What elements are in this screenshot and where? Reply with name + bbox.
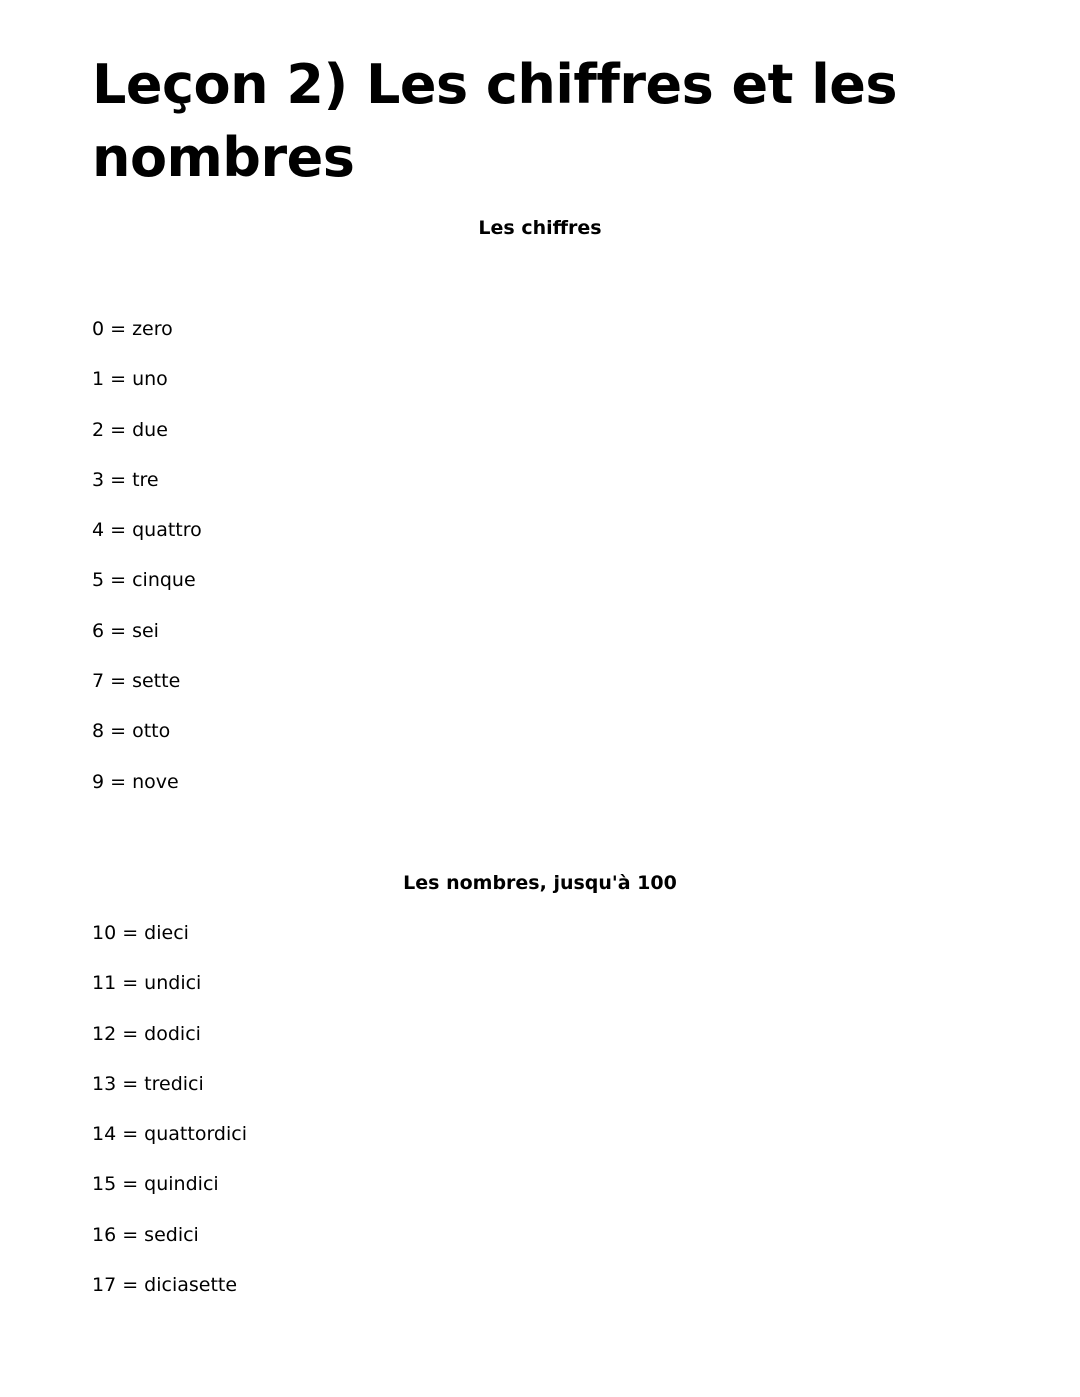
list-item: 12 = dodici (92, 1022, 201, 1045)
list-item: 6 = sei (92, 619, 159, 642)
section-heading-chiffres: Les chiffres (478, 217, 602, 239)
list-item: 13 = tredici (92, 1072, 204, 1095)
list-item: 7 = sette (92, 670, 181, 693)
list-item: 10 = dieci (92, 922, 189, 944)
list-item: 11 = undici (92, 972, 202, 995)
section-heading-nombres: Les nombres, jusqu'à 100 (403, 872, 677, 894)
list-item: 2 = due (92, 418, 168, 441)
list-item: 5 = cinque (92, 569, 196, 592)
list-item: 15 = quindici (92, 1173, 219, 1196)
page-title: Leçon 2) Les chiffres et les nombres (92, 53, 898, 189)
list-item: 3 = tre (92, 468, 159, 491)
list-item: 1 = uno (92, 368, 168, 391)
numbers-list (92, 921, 247, 1323)
list-item: 9 = nove (92, 770, 179, 793)
list-item: 4 = quattro (92, 519, 202, 542)
list-item: 14 = quattordici (92, 1123, 247, 1146)
list-item: 8 = otto (92, 720, 171, 743)
digits-list (92, 317, 202, 820)
list-item: 0 = zero (92, 318, 173, 340)
list-item: 17 = diciasette (92, 1274, 238, 1297)
list-item: 16 = sedici (92, 1223, 199, 1246)
